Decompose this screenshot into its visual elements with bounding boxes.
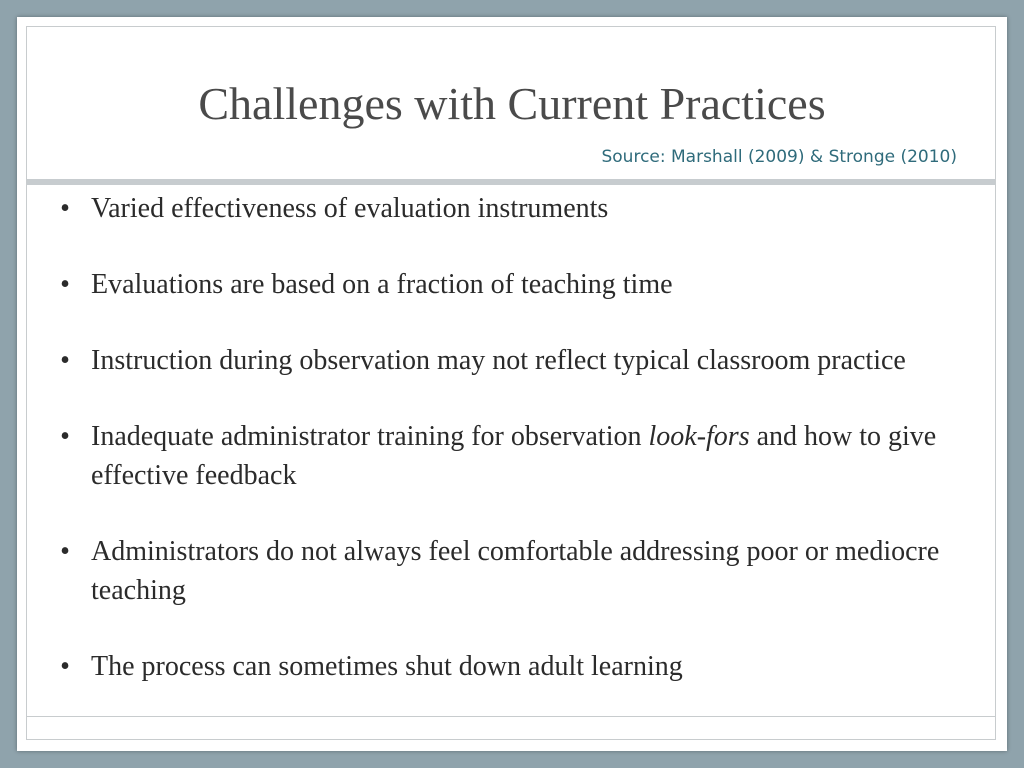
bullet-item <box>55 417 975 495</box>
bullet-item <box>55 265 975 304</box>
bullet-icon: • <box>60 651 70 682</box>
bullet-text: Evaluations are based on a fraction of teaching time <box>91 269 673 300</box>
source-citation: Source: Marshall (2009) & Stronge (2010) <box>601 147 957 167</box>
bullet-emphasis: look-fors <box>648 421 750 452</box>
bullet-text-part: Inadequate administrator training for observation <box>91 421 649 452</box>
bullet-icon: • <box>60 193 70 224</box>
bullet-item <box>55 532 975 610</box>
bullet-icon: • <box>60 536 70 567</box>
bullet-item <box>55 341 975 380</box>
slide <box>17 17 1007 751</box>
bullet-text: Administrators do not always feel comfortable addressing poor or mediocre teaching <box>91 536 940 606</box>
bullet-text: Instruction during observation may not reflect typical classroom practice <box>91 345 906 376</box>
bullet-text: Varied effectiveness of evaluation instruments <box>91 193 609 224</box>
bullet-icon: • <box>60 421 70 452</box>
bullet-icon: • <box>60 269 70 300</box>
bullet-text: The process can sometimes shut down adult learning <box>91 651 683 682</box>
bullet-item <box>55 189 975 228</box>
slide-title: Challenges with Current Practices <box>198 78 826 129</box>
bullet-text-part: and how to give effective feedback <box>91 421 937 491</box>
bullet-item <box>55 647 975 686</box>
bullet-icon: • <box>60 345 70 376</box>
bullet-text <box>91 421 936 491</box>
bullet-list <box>55 189 975 686</box>
bottom-divider <box>27 716 995 717</box>
title-divider <box>27 179 995 185</box>
